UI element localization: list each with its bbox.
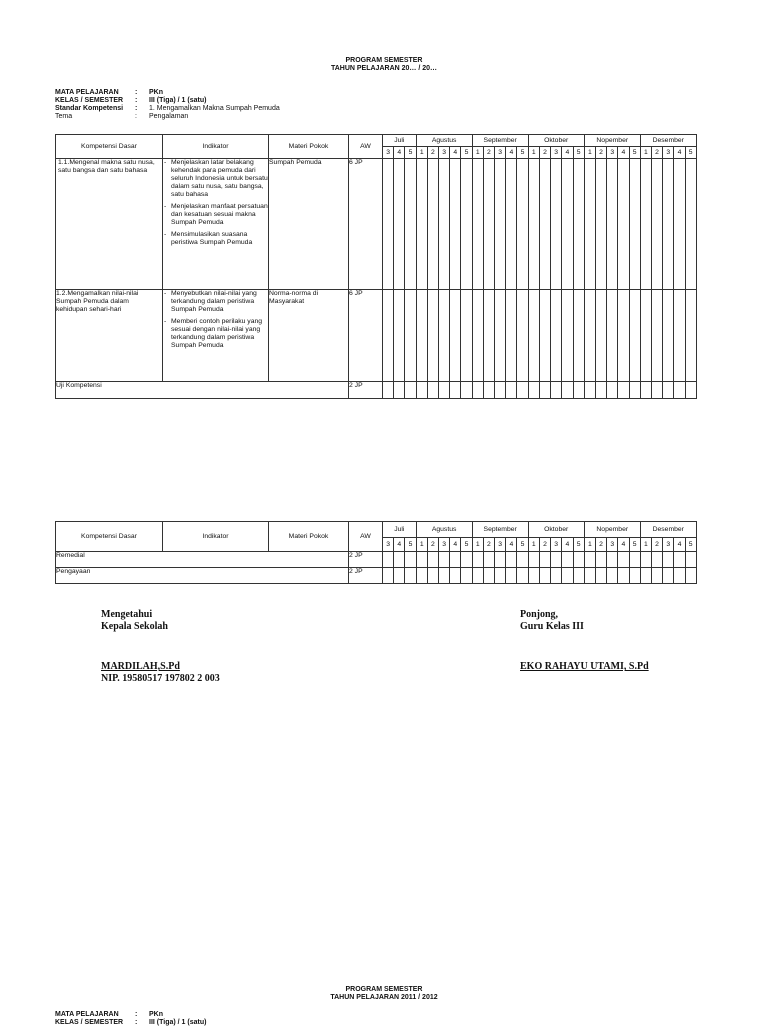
- month-header: Nopember: [584, 522, 640, 538]
- table-row: [56, 568, 697, 584]
- week-number: 5: [629, 538, 640, 552]
- week-number: 5: [629, 147, 640, 159]
- week-cell: [539, 382, 550, 399]
- week-cell: [651, 159, 662, 290]
- week-cell: [383, 159, 394, 290]
- week-cell: [551, 290, 562, 382]
- week-number: 4: [674, 538, 685, 552]
- week-number: 2: [539, 147, 550, 159]
- week-number: 1: [472, 538, 483, 552]
- indikator-cell: [163, 290, 269, 382]
- week-cell: [539, 552, 550, 568]
- week-cell: [573, 568, 584, 584]
- week-cell: [539, 159, 550, 290]
- week-number: 2: [651, 538, 662, 552]
- week-cell: [651, 290, 662, 382]
- week-cell: [663, 290, 674, 382]
- materi-cell: Norma-norma di Masyarakat: [269, 290, 349, 382]
- info-value: PKn: [149, 1011, 163, 1018]
- week-cell: [461, 568, 472, 584]
- month-header: Agustus: [416, 135, 472, 147]
- week-cell: [573, 159, 584, 290]
- week-cell: [528, 568, 539, 584]
- week-cell: [416, 568, 427, 584]
- info-row: MATA PELAJARAN : PKn: [55, 89, 163, 96]
- signature-right: [520, 609, 649, 673]
- week-number: 3: [663, 147, 674, 159]
- week-cell: [427, 382, 438, 399]
- signature-name: EKO RAHAYU UTAMI, S.Pd: [520, 661, 649, 672]
- week-number: 4: [506, 538, 517, 552]
- week-cell: [562, 568, 573, 584]
- week-cell: [595, 568, 606, 584]
- week-cell: [640, 159, 651, 290]
- week-cell: [472, 382, 483, 399]
- week-cell: [461, 382, 472, 399]
- week-number: 3: [607, 538, 618, 552]
- signature-nip: NIP. 19580517 197802 2 003: [101, 673, 220, 684]
- week-number: 4: [562, 538, 573, 552]
- month-header: Nopember: [584, 135, 640, 147]
- week-number: 1: [416, 538, 427, 552]
- program-table: [55, 134, 697, 399]
- week-cell: [394, 568, 405, 584]
- table-row: [56, 552, 697, 568]
- week-cell: [495, 552, 506, 568]
- week-cell: [416, 552, 427, 568]
- week-cell: [427, 159, 438, 290]
- document-title: PROGRAM SEMESTER: [345, 57, 423, 64]
- week-cell: [539, 290, 550, 382]
- week-number: 4: [394, 147, 405, 159]
- signature-line: Mengetahui: [101, 609, 153, 620]
- info-value: III (Tiga) / 1 (satu): [149, 1019, 207, 1026]
- week-cell: [450, 382, 461, 399]
- signature-left: [101, 609, 220, 685]
- week-number: 2: [427, 538, 438, 552]
- week-cell: [562, 159, 573, 290]
- week-cell: [506, 159, 517, 290]
- week-cell: [483, 290, 494, 382]
- header-materi-pokok: Materi Pokok: [269, 522, 349, 552]
- week-cell: [640, 290, 651, 382]
- week-cell: [640, 382, 651, 399]
- info-label: MATA PELAJARAN: [55, 89, 119, 96]
- kd-cell: 1.1.Mengenal makna satu nusa, satu bangsa dan satu bahasa: [56, 159, 163, 290]
- week-number: 5: [517, 538, 528, 552]
- header-kompetensi-dasar: Kompetensi Dasar: [56, 522, 163, 552]
- week-cell: [517, 159, 528, 290]
- header-indikator: Indikator: [163, 135, 269, 159]
- week-cell: [663, 568, 674, 584]
- info-value: III (Tiga) / 1 (satu): [149, 97, 207, 104]
- week-number: 4: [618, 538, 629, 552]
- week-cell: [685, 159, 696, 290]
- signature-role: Kepala Sekolah: [101, 621, 168, 632]
- week-cell: [618, 290, 629, 382]
- info-label: MATA PELAJARAN: [55, 1011, 119, 1018]
- week-number: 4: [450, 538, 461, 552]
- month-header: Juli: [383, 522, 417, 538]
- week-cell: [472, 568, 483, 584]
- week-cell: [461, 552, 472, 568]
- aw-cell: 2 JP: [349, 568, 383, 584]
- week-cell: [629, 290, 640, 382]
- header-indikator: Indikator: [163, 522, 269, 552]
- week-cell: [607, 290, 618, 382]
- week-cell: [405, 552, 416, 568]
- info-value: Pengalaman: [149, 113, 189, 120]
- week-cell: [394, 159, 405, 290]
- week-cell: [495, 290, 506, 382]
- week-number: 1: [472, 147, 483, 159]
- week-cell: [562, 382, 573, 399]
- week-cell: [551, 568, 562, 584]
- week-cell: [383, 382, 394, 399]
- week-cell: [506, 382, 517, 399]
- week-cell: [506, 568, 517, 584]
- pengayaan-label: Pengayaan: [56, 568, 349, 584]
- week-number: 3: [551, 147, 562, 159]
- week-cell: [383, 552, 394, 568]
- week-cell: [450, 568, 461, 584]
- week-cell: [450, 159, 461, 290]
- week-number: 5: [573, 538, 584, 552]
- week-cell: [651, 552, 662, 568]
- week-cell: [607, 159, 618, 290]
- info-row: Tema : Pengalaman: [55, 113, 189, 120]
- week-cell: [528, 159, 539, 290]
- signature-name: MARDILAH,S.Pd: [101, 661, 180, 672]
- month-header: Desember: [640, 522, 696, 538]
- week-cell: [629, 159, 640, 290]
- remedial-label: Remedial: [56, 552, 349, 568]
- signature-line: Ponjong,: [520, 609, 559, 620]
- kd-cell: 1.2.Mengamalkan nilai-nilai Sumpah Pemuda dalam kehidupan sehari-hari: [56, 290, 163, 382]
- week-cell: [483, 552, 494, 568]
- indikator-item: - Memberi contoh perilaku yang sesuai dengan nilai-nilai yang terkandung dalam peristiwa Sumpah Pemuda: [163, 318, 268, 350]
- week-number: 2: [539, 538, 550, 552]
- document-subtitle: TAHUN PELAJARAN 20… / 20…: [330, 65, 438, 72]
- week-number: 3: [439, 147, 450, 159]
- week-cell: [685, 568, 696, 584]
- week-number: 2: [595, 147, 606, 159]
- indikator-item: - Menjelaskan manfaat persatuan dan kesatuan sesuai makna Sumpah Pemuda: [163, 203, 268, 227]
- week-number: 2: [595, 538, 606, 552]
- info-row: Standar Kompetensi : 1. Mengamalkan Makna Sumpah Pemuda: [55, 105, 280, 112]
- week-cell: [495, 382, 506, 399]
- week-cell: [629, 382, 640, 399]
- week-cell: [551, 382, 562, 399]
- indikator-item: - Mensimulasikan suasana peristiwa Sumpah Pemuda: [163, 231, 268, 247]
- aw-cell: 2 JP: [349, 552, 383, 568]
- header-kompetensi-dasar: Kompetensi Dasar: [56, 135, 163, 159]
- week-number: 5: [405, 147, 416, 159]
- next-page-info: [55, 1011, 206, 1027]
- week-cell: [629, 552, 640, 568]
- week-cell: [439, 159, 450, 290]
- week-cell: [394, 290, 405, 382]
- week-cell: [472, 290, 483, 382]
- week-number: 1: [584, 538, 595, 552]
- week-number: 2: [483, 147, 494, 159]
- table-row: [56, 159, 697, 290]
- week-number: 4: [674, 147, 685, 159]
- week-cell: [405, 382, 416, 399]
- week-cell: [405, 568, 416, 584]
- info-row: KELAS / SEMESTER : III (Tiga) / 1 (satu): [55, 1019, 207, 1026]
- remedial-table: [55, 521, 697, 584]
- week-cell: [640, 568, 651, 584]
- week-number: 4: [394, 538, 405, 552]
- week-cell: [685, 552, 696, 568]
- week-cell: [618, 382, 629, 399]
- info-row: MATA PELAJARAN : PKn: [55, 1011, 163, 1018]
- week-number: 3: [439, 538, 450, 552]
- week-cell: [551, 552, 562, 568]
- week-number: 5: [573, 147, 584, 159]
- header-aw: AW: [349, 522, 383, 552]
- month-header: Agustus: [416, 522, 472, 538]
- info-label: Standar Kompetensi: [55, 105, 124, 112]
- week-number: 1: [416, 147, 427, 159]
- info-label: Tema: [55, 113, 73, 120]
- week-cell: [640, 552, 651, 568]
- week-number: 3: [663, 538, 674, 552]
- info-label: KELAS / SEMESTER: [55, 97, 124, 104]
- week-number: 5: [461, 147, 472, 159]
- week-cell: [629, 568, 640, 584]
- week-cell: [663, 159, 674, 290]
- week-cell: [528, 382, 539, 399]
- week-cell: [573, 290, 584, 382]
- week-cell: [607, 568, 618, 584]
- week-cell: [472, 159, 483, 290]
- week-cell: [584, 568, 595, 584]
- week-cell: [618, 159, 629, 290]
- week-cell: [674, 382, 685, 399]
- week-number: 4: [506, 147, 517, 159]
- signature-role: Guru Kelas III: [520, 621, 584, 632]
- indikator-item: - Menjelaskan latar belakang kehendak para pemuda dari seluruh Indonesia untuk bersatu dalam satu nusa, satu bangsa, satu bahasa: [163, 159, 268, 199]
- week-cell: [595, 382, 606, 399]
- week-number: 5: [685, 538, 696, 552]
- indikator-cell: [163, 159, 269, 290]
- table-row: [56, 290, 697, 382]
- materi-cell: Sumpah Pemuda: [269, 159, 349, 290]
- week-cell: [383, 568, 394, 584]
- week-number: 4: [562, 147, 573, 159]
- next-page-subtitle: TAHUN PELAJARAN 2011 / 2012: [330, 994, 438, 1001]
- week-number: 3: [495, 538, 506, 552]
- week-cell: [607, 382, 618, 399]
- week-cell: [405, 159, 416, 290]
- month-header: Juli: [383, 135, 417, 147]
- week-cell: [573, 552, 584, 568]
- week-cell: [584, 159, 595, 290]
- week-cell: [439, 382, 450, 399]
- week-cell: [607, 552, 618, 568]
- week-cell: [562, 290, 573, 382]
- aw-cell: 2 JP: [349, 382, 383, 399]
- week-number: 2: [427, 147, 438, 159]
- week-cell: [483, 382, 494, 399]
- week-cell: [551, 159, 562, 290]
- week-cell: [427, 552, 438, 568]
- week-number: 3: [383, 538, 394, 552]
- week-cell: [618, 568, 629, 584]
- week-cell: [584, 290, 595, 382]
- week-number: 2: [483, 538, 494, 552]
- week-cell: [394, 552, 405, 568]
- week-cell: [383, 290, 394, 382]
- aw-cell: 6 JP: [349, 290, 383, 382]
- week-cell: [495, 159, 506, 290]
- week-cell: [595, 290, 606, 382]
- next-page-title: PROGRAM SEMESTER: [345, 986, 423, 993]
- week-number: 3: [607, 147, 618, 159]
- week-cell: [674, 159, 685, 290]
- month-header: September: [472, 135, 528, 147]
- week-cell: [562, 552, 573, 568]
- week-cell: [685, 290, 696, 382]
- uji-kompetensi-label: Uji Kompetensi: [56, 382, 349, 399]
- week-cell: [461, 290, 472, 382]
- week-cell: [483, 159, 494, 290]
- week-cell: [483, 568, 494, 584]
- week-number: 3: [383, 147, 394, 159]
- week-cell: [517, 552, 528, 568]
- week-number: 3: [495, 147, 506, 159]
- week-cell: [439, 290, 450, 382]
- month-header: Desember: [640, 135, 696, 147]
- week-cell: [528, 290, 539, 382]
- week-cell: [663, 382, 674, 399]
- info-value: PKn: [149, 89, 163, 96]
- info-value: 1. Mengamalkan Makna Sumpah Pemuda: [149, 105, 280, 112]
- week-number: 3: [551, 538, 562, 552]
- week-cell: [651, 568, 662, 584]
- week-cell: [394, 382, 405, 399]
- week-number: 1: [640, 538, 651, 552]
- week-cell: [427, 290, 438, 382]
- table-row: [56, 382, 697, 399]
- month-header: Oktober: [528, 522, 584, 538]
- week-cell: [416, 290, 427, 382]
- info-label: KELAS / SEMESTER: [55, 1019, 124, 1026]
- week-cell: [663, 552, 674, 568]
- week-cell: [674, 290, 685, 382]
- week-cell: [517, 382, 528, 399]
- week-cell: [573, 382, 584, 399]
- week-cell: [528, 552, 539, 568]
- week-cell: [405, 290, 416, 382]
- week-cell: [506, 290, 517, 382]
- week-cell: [584, 552, 595, 568]
- week-number: 1: [528, 538, 539, 552]
- week-cell: [495, 568, 506, 584]
- week-cell: [595, 552, 606, 568]
- week-number: 5: [517, 147, 528, 159]
- aw-cell: 6 JP: [349, 159, 383, 290]
- week-number: 4: [618, 147, 629, 159]
- week-cell: [685, 382, 696, 399]
- week-cell: [595, 159, 606, 290]
- week-cell: [439, 552, 450, 568]
- week-cell: [416, 382, 427, 399]
- week-number: 2: [651, 147, 662, 159]
- week-cell: [439, 568, 450, 584]
- week-cell: [651, 382, 662, 399]
- week-cell: [461, 159, 472, 290]
- header-materi-pokok: Materi Pokok: [269, 135, 349, 159]
- week-cell: [674, 568, 685, 584]
- week-number: 1: [640, 147, 651, 159]
- week-cell: [427, 568, 438, 584]
- week-cell: [517, 568, 528, 584]
- week-number: 4: [450, 147, 461, 159]
- info-block: [55, 89, 280, 121]
- info-row: KELAS / SEMESTER : III (Tiga) / 1 (satu): [55, 97, 207, 104]
- month-header: Oktober: [528, 135, 584, 147]
- week-number: 5: [461, 538, 472, 552]
- week-cell: [674, 552, 685, 568]
- header-aw: AW: [349, 135, 383, 159]
- week-cell: [450, 552, 461, 568]
- week-cell: [618, 552, 629, 568]
- week-cell: [584, 382, 595, 399]
- week-cell: [450, 290, 461, 382]
- week-number: 1: [528, 147, 539, 159]
- week-cell: [517, 290, 528, 382]
- indikator-item: - Menyebutkan nilai-nilai yang terkandung dalam peristiwa Sumpah Pemuda: [163, 290, 268, 314]
- week-cell: [472, 552, 483, 568]
- week-number: 5: [685, 147, 696, 159]
- week-cell: [506, 552, 517, 568]
- week-cell: [539, 568, 550, 584]
- week-cell: [416, 159, 427, 290]
- month-header: September: [472, 522, 528, 538]
- week-number: 1: [584, 147, 595, 159]
- week-number: 5: [405, 538, 416, 552]
